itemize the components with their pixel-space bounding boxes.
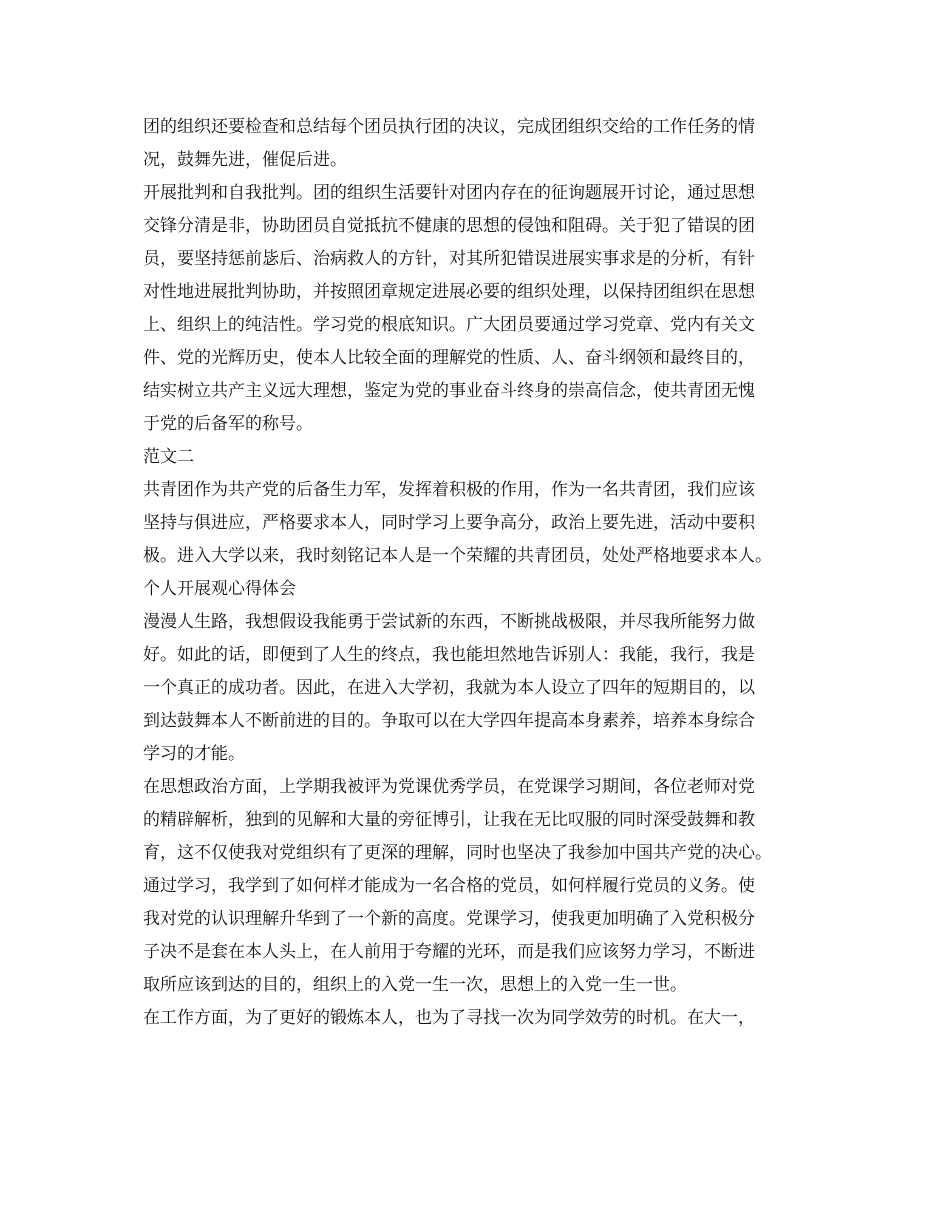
text-line: 子决不是套在本人头上，在人前用于夸耀的光环，而是我们应该努力学习，不断进 <box>143 942 755 962</box>
document-body <box>143 111 823 1035</box>
text-line: 一个真正的成功者。因此，在进入大学初，我就为本人设立了四年的短期目的，以 <box>143 678 755 698</box>
text-line: 育，这不仅使我对党组织有了更深的理解，同时也坚决了我参加中国共产党的决心。 <box>143 843 772 863</box>
text-line: 的精辟解析，独到的见解和大量的旁征博引，让我在无比叹服的同时深受鼓舞和教 <box>143 810 755 830</box>
text-line: 况，鼓舞先进，催促后进。 <box>143 150 347 170</box>
text-line: 于党的后备军的称号。 <box>143 414 313 434</box>
section-heading: 范文二 <box>143 447 194 467</box>
text-line: 件、党的光辉历史，使本人比较全面的理解党的性质、人、奋斗纲领和最终目的， <box>143 348 755 368</box>
subsection-heading: 个人开展观心得体会 <box>143 579 296 599</box>
text-line: 取所应该到达的目的，组织上的入党一生一次，思想上的入党一生一世。 <box>143 975 687 995</box>
text-line: 我对党的认识理解升华到了一个新的高度。党课学习，使我更加明确了入党积极分 <box>143 909 755 929</box>
text-line: 交锋分清是非，协助团员自觉抵抗不健康的思想的侵蚀和阻碍。关于犯了错误的团 <box>143 216 755 236</box>
text-line: 漫漫人生路，我想假设我能勇于尝试新的东西，不断挑战极限，并尽我所能努力做 <box>143 612 755 632</box>
text-line: 结实树立共产主义远大理想，鉴定为党的事业奋斗终身的崇高信念，使共青团无愧 <box>143 381 755 401</box>
text-line: 坚持与俱进应，严格要求本人，同时学习上要争高分，政治上要先进，活动中要积 <box>143 513 755 533</box>
text-line: 团的组织还要检查和总结每个团员执行团的决议，完成团组织交给的工作任务的情 <box>143 117 755 137</box>
text-line: 员，要坚持惩前毖后、治病救人的方针，对其所犯错误进展实事求是的分析，有针 <box>143 249 755 269</box>
text-line: 上、组织上的纯洁性。学习党的根底知识。广大团员要通过学习党章、党内有关文 <box>143 315 755 335</box>
text-line: 学习的才能。 <box>143 744 245 764</box>
text-line: 在思想政治方面，上学期我被评为党课优秀学员，在党课学习期间，各位老师对党 <box>143 777 755 797</box>
text-line: 通过学习，我学到了如何样才能成为一名合格的党员，如何样履行党员的义务。使 <box>143 876 755 896</box>
text-line: 好。如此的话，即便到了人生的终点，我也能坦然地告诉别人：我能，我行，我是 <box>143 645 755 665</box>
text-line: 开展批判和自我批判。团的组织生活要针对团内存在的征询题展开讨论，通过思想 <box>143 183 755 203</box>
text-line: 到达鼓舞本人不断前进的目的。争取可以在大学四年提高本身素养，培养本身综合 <box>143 711 755 731</box>
text-line: 在工作方面，为了更好的锻炼本人，也为了寻找一次为同学效劳的时机。在大一， <box>143 1008 755 1028</box>
text-line: 极。进入大学以来，我时刻铭记本人是一个荣耀的共青团员，处处严格地要求本人。 <box>143 546 772 566</box>
text-line: 共青团作为共产党的后备生力军，发挥着积极的作用，作为一名共青团，我们应该 <box>143 480 755 500</box>
text-line: 对性地进展批判协助，并按照团章规定进展必要的组织处理，以保持团组织在思想 <box>143 282 755 302</box>
